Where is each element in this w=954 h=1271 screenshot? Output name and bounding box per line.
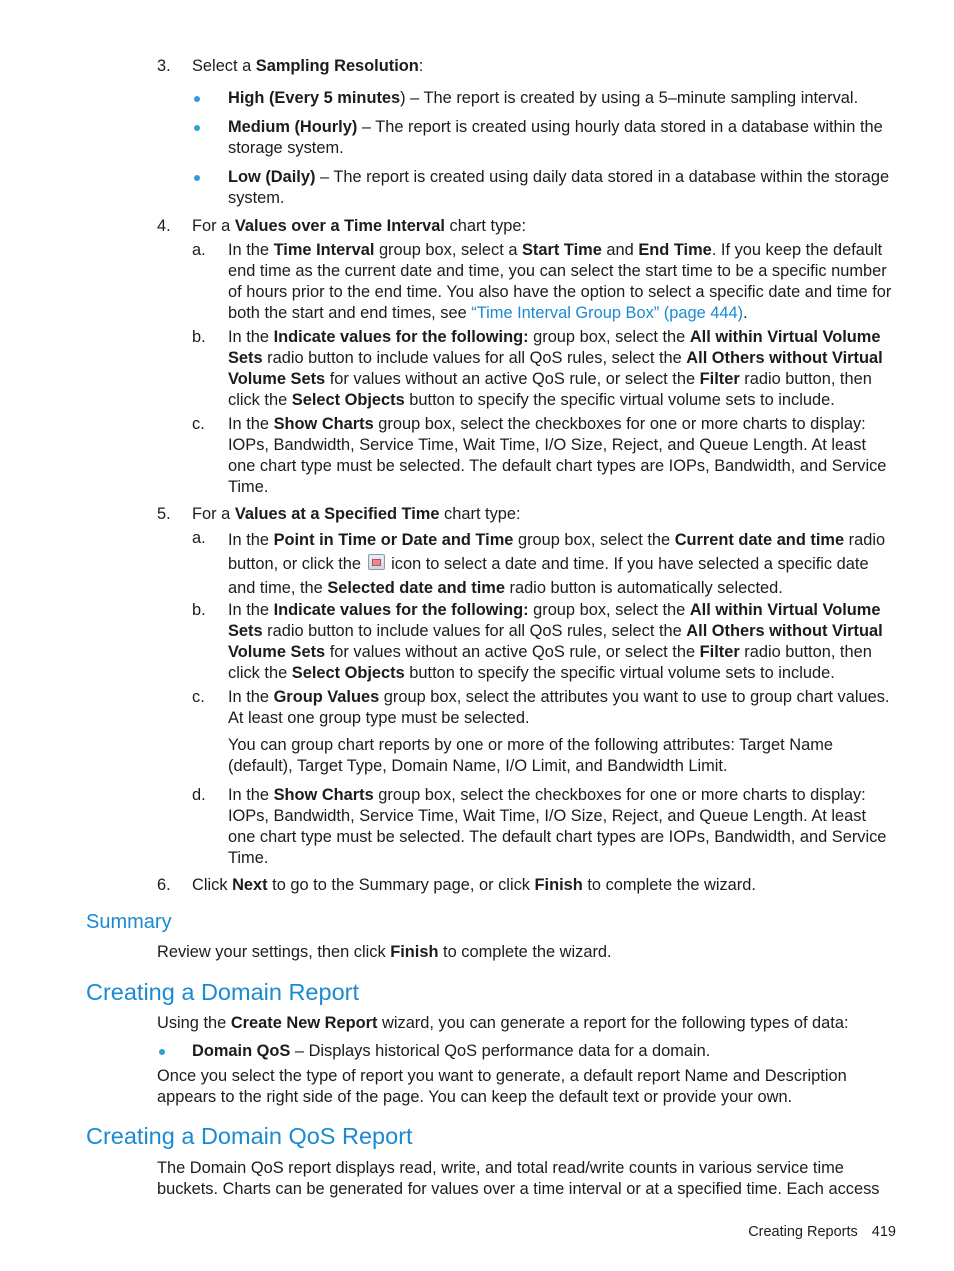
step-5-text: For a Values at a Specified Time chart type:	[192, 505, 521, 523]
step-4c-letter: c.	[192, 415, 205, 433]
step-5b-letter: b.	[192, 601, 206, 619]
domain-qos-report-heading: Creating a Domain QoS Report	[86, 1123, 413, 1149]
step-3-number: 3.	[157, 57, 171, 75]
step-5c-paragraph: You can group chart reports by one or more of the following attributes: Target Name (default), Target Type, Domain Name, I/O Limit, and Bandwidth Limit.	[228, 736, 833, 775]
step-5-number: 5.	[157, 505, 171, 523]
bullet-domain-qos: Domain QoS – Displays historical QoS performance data for a domain.	[192, 1042, 711, 1060]
step-4c-text: In the Show Charts group box, select the checkboxes for one or more charts to display: IOPs, Bandwidth, Service Time, Wait Time, I/O Size, Reject, and Queue Length. At least one chart type must be selected. The default chart types are IOPs, Bandwidth, and Service Time.	[228, 415, 887, 496]
step-5a-letter: a.	[192, 529, 206, 547]
time-interval-group-box-link[interactable]: “Time Interval Group Box” (page 444)	[471, 304, 744, 322]
step-4a-text: In the Time Interval group box, select a Start Time and End Time. If you keep the default end time as the current date and time, you can select the start time to be a specific number of hours prior to the end time. You also have the option to select a specific date and time for both the start and end times, see “Time Interval Group Box” (page 444).	[228, 241, 892, 322]
step-5c-text: In the Group Values group box, select the attributes you want to use to group chart values. At least one group type must be selected.	[228, 688, 890, 727]
summary-text: Review your settings, then click Finish to complete the wizard.	[157, 943, 612, 961]
bullet-low: Low (Daily) – The report is created using daily data stored in a database within the storage system.	[228, 168, 890, 207]
step-4-text: For a Values over a Time Interval chart type:	[192, 217, 527, 235]
step-4b-letter: b.	[192, 328, 206, 346]
bullet-marker	[194, 96, 200, 102]
page-number: 419	[871, 1224, 896, 1240]
step-4a-letter: a.	[192, 241, 206, 259]
bullet-marker	[194, 175, 200, 181]
bullet-marker	[159, 1049, 165, 1055]
step-3-text: Select a Sampling Resolution:	[192, 57, 424, 75]
domain-report-paragraph: Once you select the type of report you want to generate, a default report Name and Description appears to the right side of the page. You can keep the default text or provide your own.	[157, 1067, 847, 1106]
bullet-medium: Medium (Hourly) – The report is created using hourly data stored in a database within the storage system.	[228, 118, 883, 157]
step-6-text: Click Next to go to the Summary page, or click Finish to complete the wizard.	[192, 876, 756, 894]
calendar-icon[interactable]	[368, 554, 385, 570]
step-5a-text: In the Point in Time or Date and Time group box, select the Current date and time radio button, or click the icon to select a date and time. If you have selected a specific date and time, the Selected date and time radio button is automatically selected.	[228, 531, 886, 597]
step-5c-letter: c.	[192, 688, 205, 706]
step-4b-text: In the Indicate values for the following: group box, select the All within Virtual Volume Sets radio button to include values for all QoS rules, select the All Others without Virtual Volume Sets for values without an active QoS rule, or select the Filter radio button, then click the Select Objects button to specify the specific virtual volume sets to include.	[228, 328, 883, 409]
step-5d-letter: d.	[192, 786, 206, 804]
step-5d-text: In the Show Charts group box, select the checkboxes for one or more charts to display: IOPs, Bandwidth, Service Time, Wait Time, I/O Size, Reject, and Queue Length. At least one chart type must be selected. The default chart types are IOPs, Bandwidth, and Service Time.	[228, 786, 887, 867]
footer-section-title: Creating Reports	[748, 1224, 858, 1240]
step-5b-text: In the Indicate values for the following: group box, select the All within Virtual Volume Sets radio button to include values for all QoS rules, select the All Others without Virtual Volume Sets for values without an active QoS rule, or select the Filter radio button, then click the Select Objects button to specify the specific virtual volume sets to include.	[228, 601, 883, 682]
step-6-number: 6.	[157, 876, 171, 894]
domain-qos-report-paragraph: The Domain QoS report displays read, write, and total read/write counts in various service time buckets. Charts can be generated for values over a time interval or at a specified time. Each access	[157, 1159, 880, 1198]
bullet-marker	[194, 125, 200, 131]
summary-heading: Summary	[86, 911, 172, 933]
domain-report-intro: Using the Create New Report wizard, you can generate a report for the following types of data:	[157, 1014, 849, 1032]
step-4-number: 4.	[157, 217, 171, 235]
page-footer	[748, 1222, 896, 1243]
bullet-high: High (Every 5 minutes) – The report is created by using a 5–minute sampling interval.	[228, 89, 859, 107]
domain-report-heading: Creating a Domain Report	[86, 979, 359, 1005]
